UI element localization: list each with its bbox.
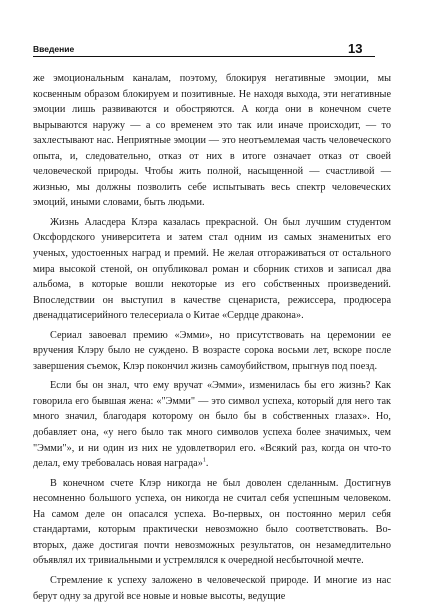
footnote-ref: 1 bbox=[202, 457, 206, 464]
page-number: 13 bbox=[348, 41, 363, 56]
paragraph-3: Сериал завоевал премию «Эмми», но присутствовать на церемонии ее вручения Клэру было не суждено. В возрасте сорока восьми лет, вскоре после завершения съемок, Клэр покончил жизнь самоубийством, прыгнув под поезд. bbox=[33, 329, 391, 372]
header-rule bbox=[33, 56, 375, 57]
paragraph-2: Жизнь Аласдера Клэра казалась прекрасной. Он был лучшим студентом Оксфордского университета и затем стал одним из самых знаменитых его ученых, удостоенных наград и премий. Не желая отгораживаться от остального мира высокой стеной, он опубликовал роман и сборник стихов и записал два альбома, в которые вошли некоторые из его собственных произведений. Впоследствии он выступил в качестве сценариста, режиссера, продюсера двенадцатисерийного телесериала о Китае «Сердце дракона». bbox=[33, 216, 391, 322]
section-title: Введение bbox=[33, 44, 75, 54]
paragraph-4-text: Если бы он знал, что ему вручат «Эмми», изменилась бы его жизнь? Как говорила его бывшая жена: «"Эмми" — это символ успеха, который для него так много значил, благодаря которому он было бы в собственных глазах». Но, добавляет она, «у него было так много символов успеха более значимых, чем "Эмми"», и ни один из них не удовлетворил его. «Всякий раз, когда он что-то делал, ему требовалась новая награда» bbox=[33, 380, 391, 470]
paragraph-5: В конечном счете Клэр никогда не был доволен сделанным. Достигнув несомненно большого успеха, он никогда не считал себя успешным человеком. На самом деле он опасался успеха. Во-первых, он постоянно мерил себя стандартами, которым практически невозможно было соответствовать. Во-вторых, даже достигая почти невозможных результатов, он незамедлительно объявлял их тривиальными и устремлялся к очередной несбыточной мечте. bbox=[33, 477, 391, 567]
paragraph-4-tail: . bbox=[205, 458, 209, 470]
body-text bbox=[33, 71, 391, 604]
paragraph-6: Стремление к успеху заложено в человеческой природе. И многие из нас берут одну за другой все новые и новые высоты, ведущие bbox=[33, 574, 391, 602]
running-header bbox=[33, 44, 375, 58]
paragraph-1: же эмоциональным каналам, поэтому, блокируя негативные эмоции, мы косвенным образом блокируем и позитивные. Не находя выхода, эти негативные эмоции лишь развиваются и обостряются. А когда они в конечном счете вырываются наружу — а со временем это так или иначе происходит, — то захлестывают нас. Неприятные эмоции — это неотъемлемая часть человеческого опыта, и, следовательно, отказ от них в итоге означает отказ от своей человеческой природы. Чтобы жить полной, насыщенной — счастливой — жизнью, мы должны позволить себе испытывать весь спектр человеческих эмоций, иными словами, быть людьми. bbox=[33, 73, 391, 209]
paragraph-4 bbox=[33, 378, 391, 471]
